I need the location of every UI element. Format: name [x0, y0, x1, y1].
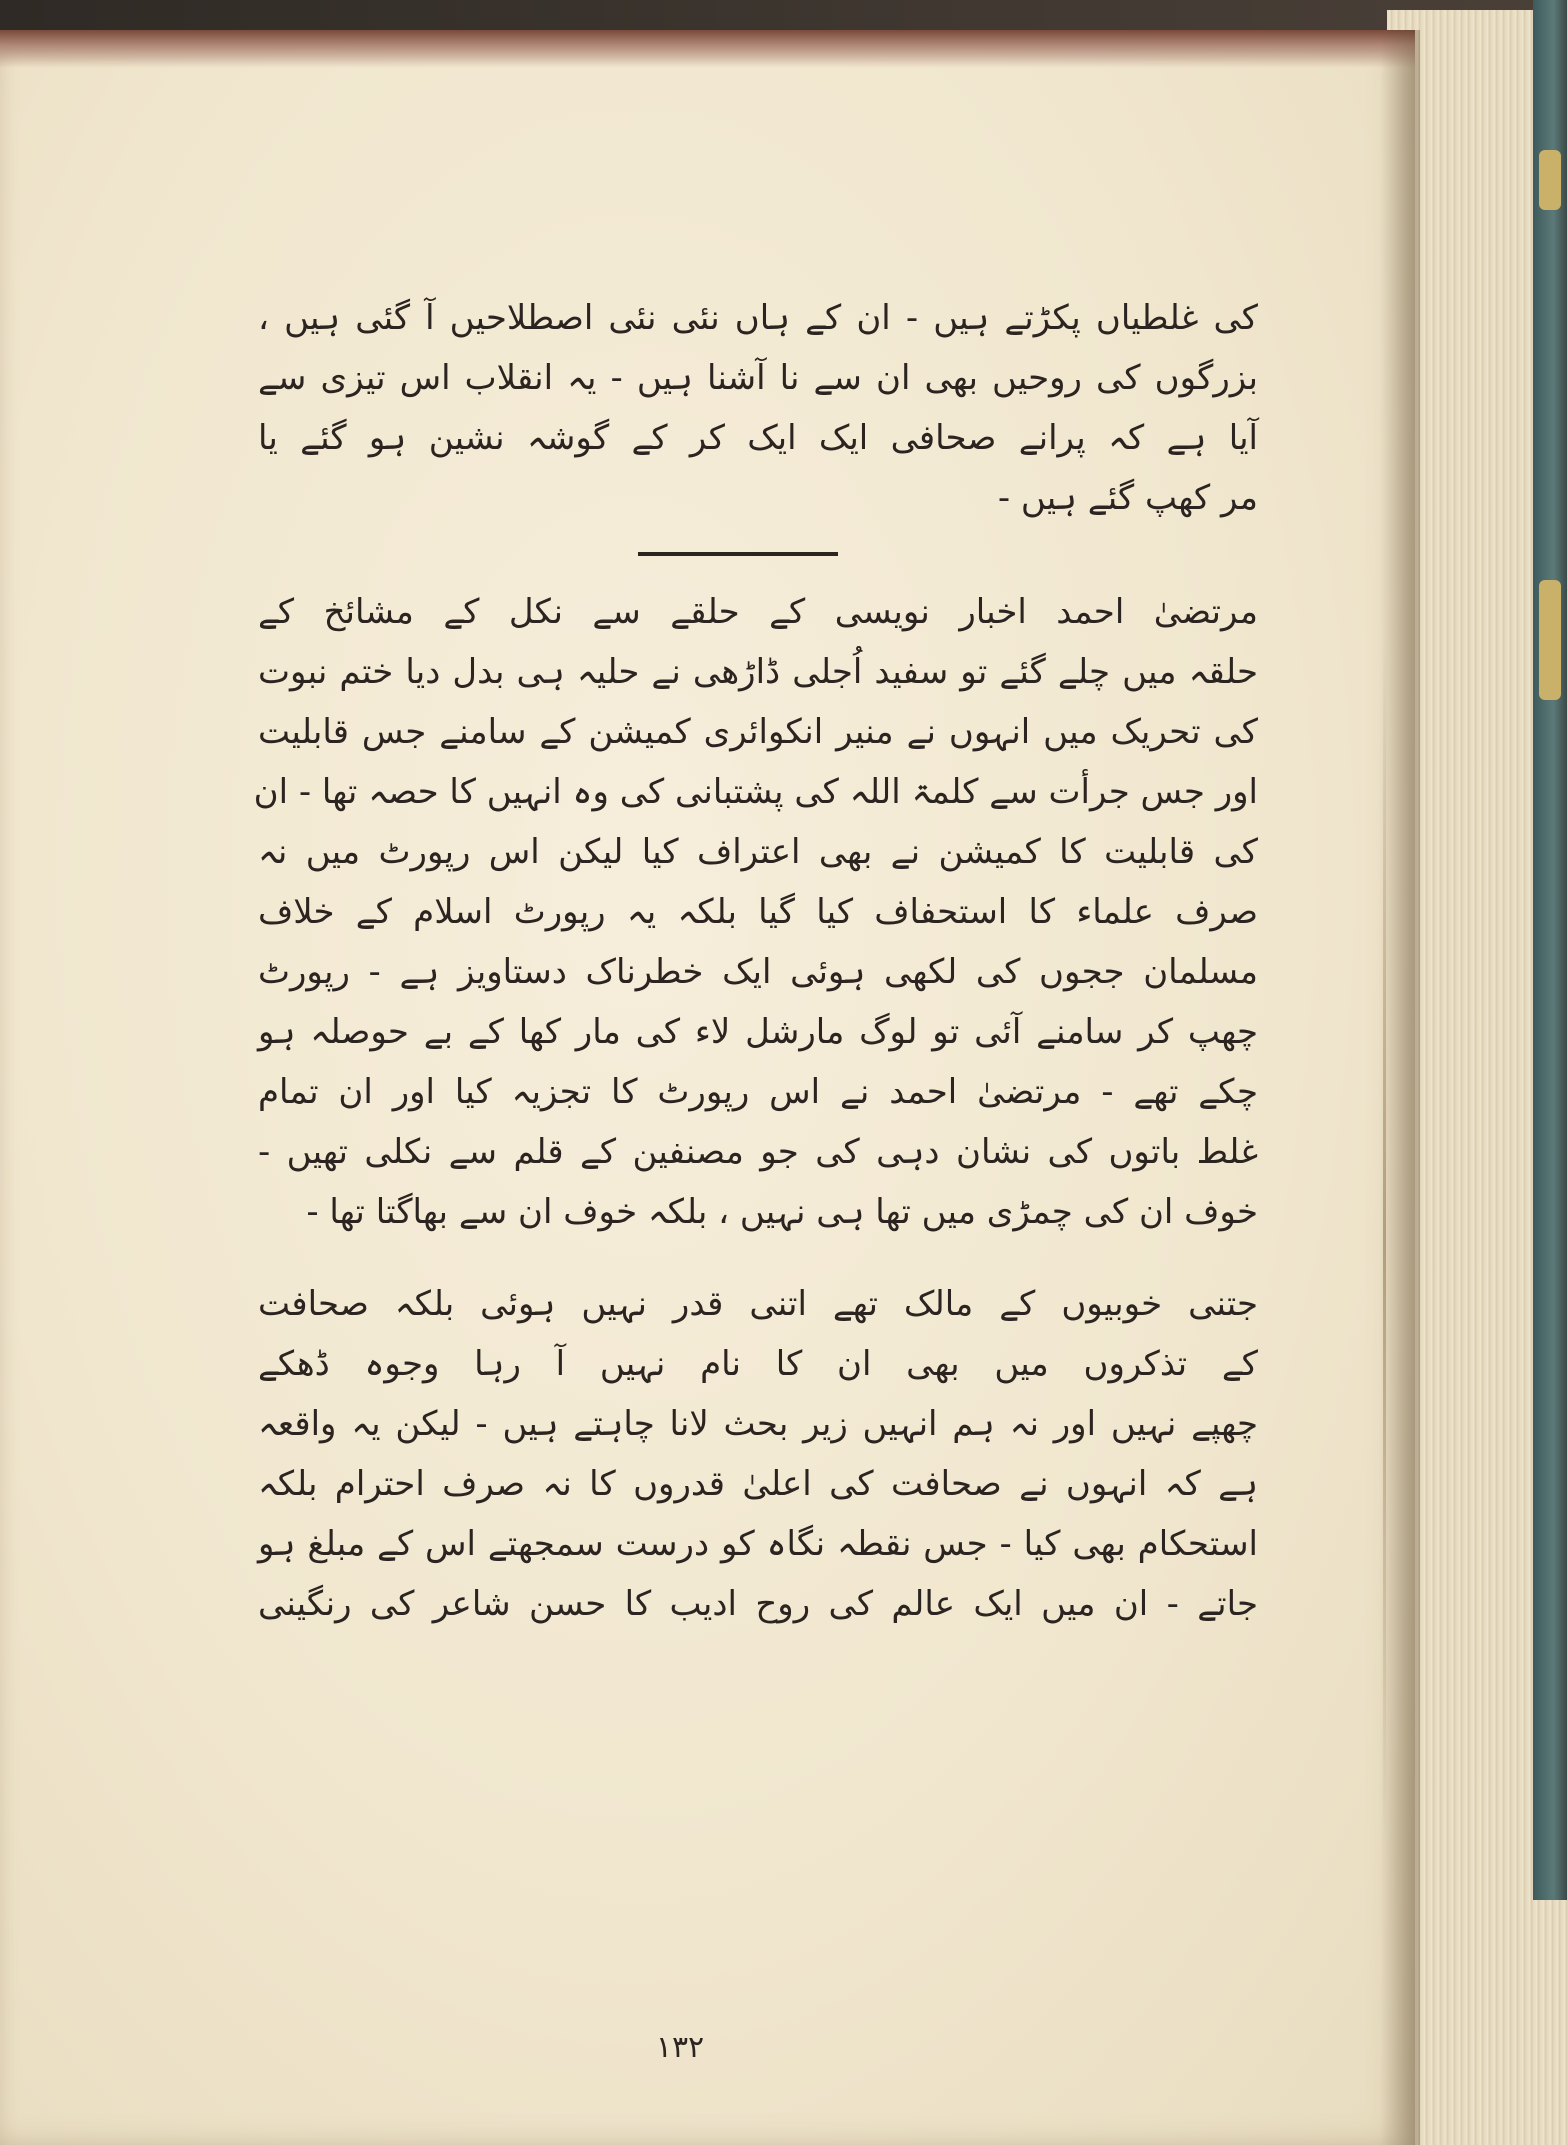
page-number: ۱۳۲ — [655, 2030, 705, 2065]
text-line: کی غلطیاں پکڑتے ہیں - ان کے ہاں نئی نئی اصطلاحیں آ گئی ہیں ، — [258, 298, 1258, 338]
text-line: جاتے - ان میں ایک عالم کی روح ادیب کا حسن شاعر کی رنگینی — [258, 1584, 1258, 1624]
text-line: چھپے نہیں اور نہ ہم انہیں زیر بحث لانا چاہتے ہیں - لیکن یہ واقعہ — [258, 1404, 1258, 1444]
text-line: کی تحریک میں انہوں نے منیر انکوائری کمیشن کے سامنے جس قابلیت — [258, 712, 1258, 752]
text-line: جتنی خوبیوں کے مالک تھے اتنی قدر نہیں ہوئی بلکہ صحافت — [258, 1284, 1258, 1324]
text-line: غلط باتوں کی نشان دہی کی جو مصنفین کے قلم سے نکلی تھیں - — [258, 1132, 1258, 1172]
text-line: استحکام بھی کیا - جس نقطہ نگاہ کو درست سمجھتے اس کے مبلغ ہو — [258, 1524, 1258, 1564]
paragraph-3 — [258, 1274, 1258, 1634]
text-line: صرف علماء کا استحفاف کیا گیا بلکہ یہ رپورٹ اسلام کے خلاف — [258, 892, 1258, 932]
page-edge-shadow — [1380, 30, 1420, 2145]
text-line: اور جس جرأت سے کلمۃ اللہ کی پشتبانی کی وہ انہیں کا حصہ تھا - ان — [253, 772, 1258, 812]
section-divider — [638, 552, 838, 556]
page-text — [253, 288, 1258, 1634]
cover-stain — [1539, 150, 1561, 210]
text-line: آیا ہے کہ پرانے صحافی ایک ایک کر کے گوشہ نشین ہو گئے یا — [258, 418, 1258, 458]
text-line: ہے کہ انہوں نے صحافت کی اعلیٰ قدروں کا نہ صرف احترام بلکہ — [258, 1464, 1258, 1504]
text-line: کے تذکروں میں بھی ان کا نام نہیں آ رہا وجوہ ڈھکے — [258, 1344, 1258, 1384]
paragraph-1 — [258, 288, 1258, 528]
text-line: کی قابلیت کا کمیشن نے بھی اعتراف کیا لیکن اس رپورٹ میں نہ — [258, 832, 1258, 872]
text-line: چھپ کر سامنے آئی تو لوگ مارشل لاء کی مار کھا کے بے حوصلہ ہو — [258, 1012, 1258, 1052]
text-line: مسلمان ججوں کی لکھی ہوئی ایک خطرناک دستاویز ہے - رپورٹ — [258, 952, 1258, 992]
text-line: مر کھپ گئے ہیں - — [997, 478, 1258, 518]
paragraph-gap — [258, 1242, 1258, 1274]
page-fold-mark — [1383, 640, 1386, 1840]
page-top-stain — [0, 30, 1415, 68]
paragraph-2 — [253, 582, 1258, 1242]
text-line: چکے تھے - مرتضیٰ احمد نے اس رپورٹ کا تجزیہ کیا اور ان تمام — [258, 1072, 1258, 1112]
cover-stain — [1539, 580, 1561, 700]
book-cover-edge — [1533, 0, 1567, 1900]
text-line: خوف ان کی چمڑی میں تھا ہی نہیں ، بلکہ خوف ان سے بھاگتا تھا - — [306, 1192, 1258, 1232]
text-line: بزرگوں کی روحیں بھی ان سے نا آشنا ہیں - یہ انقلاب اس تیزی سے — [258, 358, 1258, 398]
text-line: مرتضیٰ احمد اخبار نویسی کے حلقے سے نکل کے مشائخ کے — [258, 592, 1258, 632]
text-line: حلقہ میں چلے گئے تو سفید اُجلی ڈاڑھی نے حلیہ ہی بدل دیا ختم نبوت — [258, 652, 1258, 692]
